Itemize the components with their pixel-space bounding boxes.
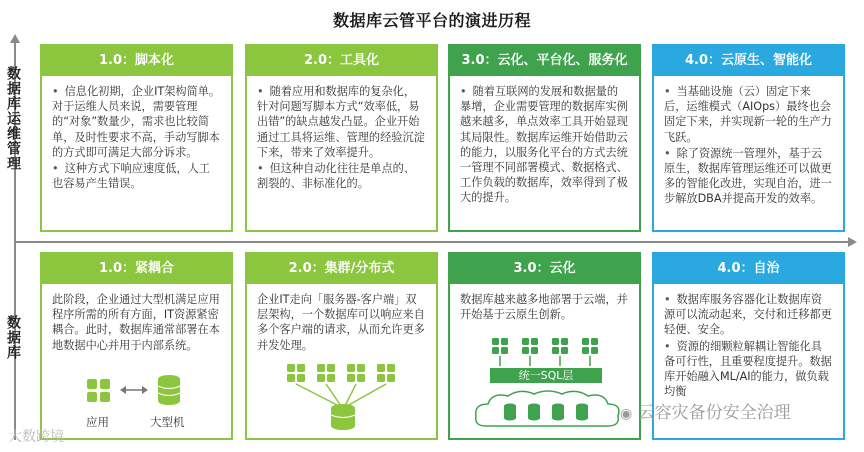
mainframe-label: 大型机: [150, 415, 185, 429]
app-grid-icon: [86, 378, 112, 404]
top-card-3: [448, 44, 641, 232]
top-card-2-text-2: • 但这种自动化往往是单点的、割裂的、非标准化的。: [257, 161, 426, 191]
bottom-card-2-header: 2.0：集群/分布式: [247, 254, 436, 284]
sql-layer-bar: 统一SQL层: [490, 368, 602, 383]
horizontal-axis-arrow: [848, 237, 857, 247]
bottom-card-4-text-2: • 资源的细颗粒解耦让智能化具备可行性，且重要程度提升。数据库开始融入ML/AI的能力，做负载均衡: [664, 339, 833, 400]
top-card-3-header: 3.0：云化、平台化、服务化: [450, 46, 639, 76]
bottom-card-3-text: 数据库越来越多地部署于云端，并开始基于云原生创新。: [460, 293, 628, 322]
cluster-diagram: [283, 362, 403, 432]
bottom-card-1-text: 此阶段，企业通过大型机满足应用程序所需的所有方面，IT资源紧密耦合。此时，数据库通常部署在本地数据中心并用于内部系统。: [52, 293, 220, 352]
bottom-card-3-header: 3.0：云化: [450, 254, 639, 284]
bottom-card-1-header: 1.0：紧耦合: [42, 254, 231, 284]
row-label-ops: 数据库运维管理: [5, 66, 21, 171]
top-card-4-text-1: • 当基础设施（云）固定下来后，运维模式（AIOps）最终也会固定下来，并实现新一轮的生产力飞跃。: [664, 84, 833, 145]
double-arrow-icon: [120, 384, 148, 396]
watermark-left: 大数跨境: [8, 429, 64, 445]
horizontal-axis: [14, 241, 850, 243]
top-card-2: [245, 44, 438, 232]
top-card-1: [40, 44, 233, 232]
row-label-db: 数据库: [5, 315, 21, 360]
wechat-icon: ◉: [620, 406, 633, 422]
top-card-4-header: 4.0：云原生、智能化: [654, 46, 843, 76]
watermark-right: [620, 398, 791, 423]
top-card-2-header: 2.0：工具化: [247, 46, 436, 76]
top-card-1-header: 1.0：脚本化: [42, 46, 231, 76]
app-grid-row-icon: [488, 336, 606, 368]
app-label: 应用: [86, 415, 109, 429]
bottom-card-2-text: 企业IT走向「服务器-客户端」双层架构，一个数据库可以响应来自多个客户端的请求，从而允许更多并发处理。: [257, 293, 425, 352]
top-card-1-text-2: • 这种方式下响应速度低，人工也容易产生错误。: [52, 161, 221, 191]
bottom-card-1: [40, 252, 233, 440]
top-card-3-text-1: • 随着互联网的发展和数据量的暴增，企业需要管理的数据库实例越来越多，单点效率工具开始显现其局限性。数据库运维开始借助云的能力，以服务化平台的方式去统一管理不同部署模式、数据格式、工作负载的数据库，效率得到了极大的提升。: [460, 84, 629, 206]
bottom-card-2: [245, 252, 438, 440]
top-card-1-text-1: • 信息化初期，企业IT架构简单。对于运维人员来说，需要管理的“对象”数量少，需求也比较简单，及时性要求不高，手动写脚本的方式即可满足大部分诉求。: [52, 84, 221, 160]
top-card-4: [652, 44, 845, 232]
bottom-card-3: [448, 252, 641, 440]
bottom-card-4-text-1: • 数据库服务容器化让数据库资源可以流动起来，交付和迁移都更轻便、安全。: [664, 292, 833, 338]
top-card-2-text-1: • 随着应用和数据库的复杂化，针对问题写脚本方式“效率低，易出错”的缺点越发凸显。企业开始通过工具将运维、管理的经验沉淀下来，带来了效率提升。: [257, 84, 426, 160]
bottom-card-4-header: 4.0：自治: [654, 254, 843, 284]
page-title: 数据库云管平台的演进历程: [332, 11, 531, 30]
top-card-4-text-2: • 除了资源统一管理外，基于云原生，数据库管理运维还可以做更多的智能化改进，实现自治，进一步解放DBA并提高开发的效率。: [664, 146, 833, 207]
watermark-right-text: 云容灾备份安全治理: [637, 403, 791, 423]
cloud-databases-icon: [472, 388, 622, 432]
database-icon: [156, 374, 182, 406]
